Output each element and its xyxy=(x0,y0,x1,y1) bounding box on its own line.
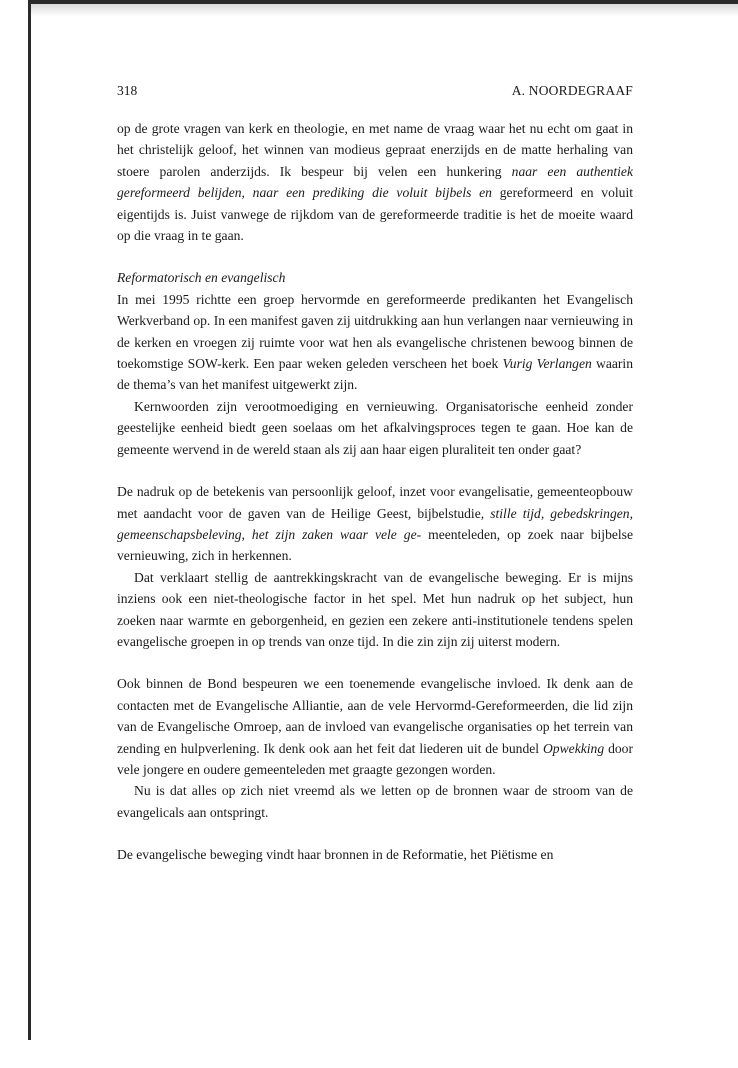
paragraph-1 xyxy=(117,118,633,246)
paragraph-4-text-c: meenteleden, op zoek naar bijbelse vernieuwing, zich in herkennen. xyxy=(117,526,634,564)
paragraph-1-italic: naar een authentiek gereformeerd belijden, naar een prediking die voluit bijbels en xyxy=(117,163,633,201)
paragraph-6-book-title: Opwekking xyxy=(542,740,605,756)
paragraph-4 xyxy=(117,481,633,567)
paragraph-8: De evangelische beweging vindt haar bronnen in de Reformatie, het Piëtisme en xyxy=(117,847,554,863)
book-page xyxy=(117,83,633,866)
running-head xyxy=(117,83,633,99)
paragraph-1-text-c: gereformeerd en voluit eigentijds is. Juist vanwege de rijkdom van de gereformeerde traditie is het de moeite waard op die vraag in te gaan. xyxy=(117,185,634,244)
paragraph-7: Nu is dat alles op zich niet vreemd als we letten op de bronnen waar de stroom van de evangelicals aan ontspringt. xyxy=(117,783,633,820)
paragraph-6-text-c: door vele jongere en oudere gemeenteleden met graagte gezongen worden. xyxy=(117,740,633,777)
paragraph-3: Kernwoorden zijn verootmoediging en vernieuwing. Organisatorische eenheid zonder geestelijke eenheid biedt geen soelaas om het afkalvingsproces tegen te gaan. Hoe kan de gemeente wervend in de wereld staan als zij aan haar eigen pluraliteit ten onder gaat? xyxy=(117,398,633,457)
paragraph-6 xyxy=(117,673,633,780)
running-head-author: A. NOORDEGRAAF xyxy=(511,83,633,98)
paragraph-4-italic: stille tijd, gebedskringen, gemeenschapsbeleving, het zijn zaken waar vele ge- xyxy=(117,505,633,542)
scan-shadow xyxy=(31,4,738,16)
body-text xyxy=(117,118,633,866)
page-number: 318 xyxy=(117,83,138,98)
paragraph-4-text-a: De nadruk op de betekenis van persoonlijk geloof, inzet voor evangelisatie, gemeenteopbouw met aandacht voor de gaven van de Heilige Geest, bijbelstudie, xyxy=(117,484,633,521)
paragraph-2-text-c: waarin de thema’s van het manifest uitgewerkt zijn. xyxy=(117,356,633,393)
section-heading: Reformatorisch en evangelisch xyxy=(117,270,286,286)
paragraph-2 xyxy=(117,289,633,396)
paragraph-2-book-title: Vurig Verlangen xyxy=(502,356,592,372)
paragraph-5: Dat verklaart stellig de aantrekkingskracht van de evangelische beweging. Er is mijns inziens ook een niet-theologische factor in het spel. Met hun nadruk op het subject, hun zoeken naar warmte en geborgenheid, en gezien een zekere anti-institutionele tendens spelen evangelische groepen in op trends van onze tijd. In die zin zijn zij uiterst modern. xyxy=(117,569,633,649)
paragraph-6-text-a: Ook binnen de Bond bespeuren we een toenemende evangelische invloed. Ik denk aan de contacten met de Evangelische Alliantie, aan de vele Hervormd-Gereformeerden, die lid zijn van de Evangelische Omroep, aan de invloed van evangelische organisaties op het terrein van zending en hulpverlening. Ik denk ook aan het feit dat liederen uit de bundel xyxy=(117,676,633,756)
scan-edge-left xyxy=(28,0,31,1040)
paragraph-1-text-a: op de grote vragen van kerk en theologie, en met name de vraag waar het nu echt om gaat in het christelijk geloof, het winnen van modieus gepraat enerzijds en de matte herhaling van stoere parolen anderzijds. Ik bespeur bij velen een hunkering xyxy=(117,121,633,179)
paragraph-2-text-a: In mei 1995 richtte een groep hervormde en gereformeerde predikanten het Evangelisch Werkverband op. In een manifest gaven zij uitdrukking aan hun verlangen naar vernieuwing in de kerken en vroegen zij ruimte voor wat hen als evangelische christenen bewoog binnen de toekomstige SOW-kerk. Een paar weken geleden verscheen het boek xyxy=(117,291,633,372)
